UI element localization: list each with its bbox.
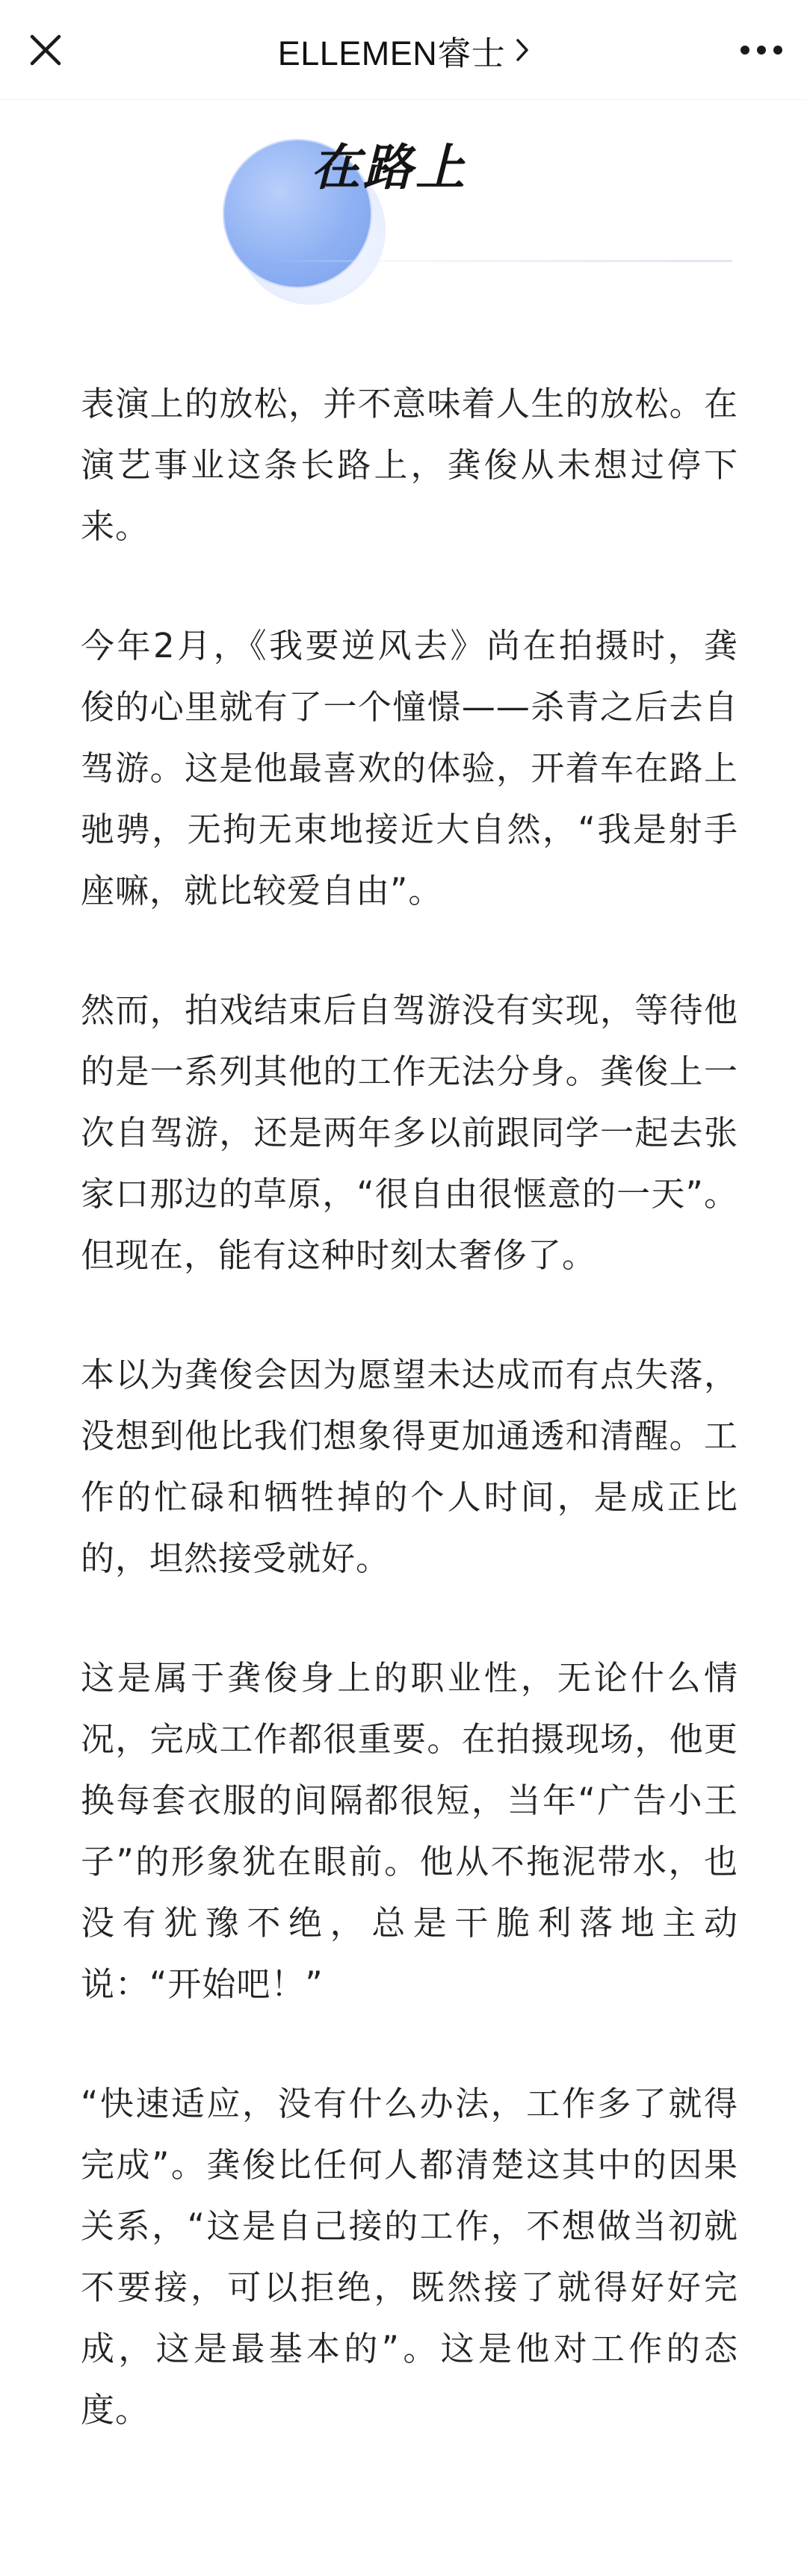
paragraph: 这是属于龚俊身上的职业性，无论什么情况，完成工作都很重要。在拍摄现场，他更换每套衣服的间隔都很短，当年“广告小王子”的形象犹在眼前。他从不拖泥带水，也没有犹豫不绝，总是干脆利落地主动说：“开始吧！” xyxy=(81,1658,738,2004)
more-options-button[interactable] xyxy=(738,28,785,72)
close-icon xyxy=(28,33,63,67)
top-navigation-bar xyxy=(0,0,807,100)
account-name: ELLEMEN睿士 xyxy=(277,34,506,72)
paragraph: 表演上的放松，并不意味着人生的放松。在演艺事业这条长路上，龚俊从未想过停下来。 xyxy=(81,384,738,546)
paragraph: “快速适应，没有什么办法，工作多了就得完成”。龚俊比任何人都清楚这其中的因果关系，“这是自己接的工作，不想做当初就不要接，可以拒绝，既然接了就得好好完成，这是最基本的”。这是他对工作的态度。 xyxy=(81,2084,738,2430)
close-button[interactable] xyxy=(24,28,67,72)
paragraph: 本以为龚俊会因为愿望未达成而有点失落，没想到他比我们想象得更加通透和清醒。工作的忙碌和牺牲掉的个人时间，是成正比的，坦然接受就好。 xyxy=(81,1355,738,1578)
more-horizontal-icon xyxy=(740,45,783,55)
article-body xyxy=(81,373,738,2441)
paragraph: 然而，拍戏结束后自驾游没有实现，等待他的是一系列其他的工作无法分身。龚俊上一次自驾游，还是两年多以前跟同学一起去张家口那边的草原，“很自由很惬意的一天”。但现在，能有这种时刻太奢侈了。 xyxy=(81,990,738,1275)
section-title: 在路上 xyxy=(311,139,468,196)
section-header xyxy=(209,127,732,321)
account-link[interactable] xyxy=(278,26,530,75)
decorative-line xyxy=(269,260,732,262)
chevron-right-icon xyxy=(516,38,529,62)
nav-title-area xyxy=(0,22,807,78)
paragraph: 今年2月，《我要逆风去》尚在拍摄时，龚俊的心里就有了一个憧憬——杀青之后去自驾游。这是他最喜欢的体验，开着车在路上驰骋，无拘无束地接近大自然，“我是射手座嘛，就比较爱自由”。 xyxy=(81,626,738,910)
